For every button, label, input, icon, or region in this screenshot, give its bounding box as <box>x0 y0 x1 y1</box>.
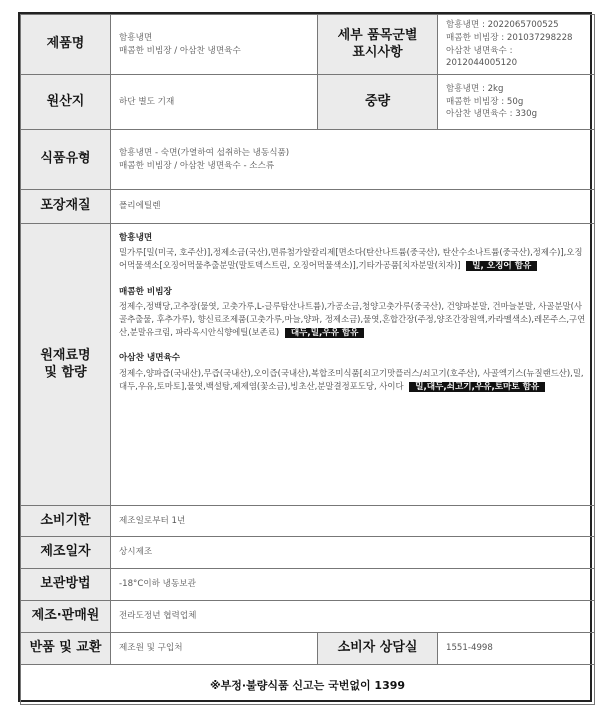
seller-value: 전라도정년 협력업체 <box>111 601 595 633</box>
ingredient-group-title: 함흥냉면 <box>119 233 153 243</box>
ingredient-group-title: 아삼찬 냉면육수 <box>119 353 181 364</box>
ingredient-group-text: 정제수,정백당,고추장(물엿, 고춧가루,L-글루탐산나트륨),가공소금,청양고춧가루(중국산), 건양파분말, 건마늘분말, 사골분말(사골추출물, 후추가루), 향신료조제품(고춧가루,마늘,양파, 정제소금),물엿,혼합간장(주정,양조간장원액,카라멜색소),레몬주스,구연산,분말유크림, 파라옥시안식향에틸(보존료) <box>119 300 586 337</box>
weight-2: 매콤한 비빔장 : 50g <box>446 96 524 107</box>
weight-3: 아삼찬 냉면육수 : 330g <box>446 109 538 120</box>
row-ingredients <box>21 224 595 506</box>
origin-value: 하단 별도 기재 <box>111 75 318 130</box>
report-number-3: 아삼찬 냉면육수 : 2012044005120 <box>446 45 518 69</box>
ingredient-group-title: 매콤한 비빔장 <box>119 286 172 297</box>
manufacture-date-value: 상시제조 <box>111 537 595 569</box>
row-product-name <box>21 15 595 75</box>
row-footer <box>21 665 595 705</box>
product-name-label: 제품명 <box>21 15 111 75</box>
row-returns <box>21 633 595 665</box>
origin-label: 원산지 <box>21 75 111 130</box>
report-number-2: 매콤한 비빔장 : 201037298228 <box>446 32 573 43</box>
allergen-badge: 밀, 오징어 함유 <box>466 261 537 271</box>
returns-label: 반품 및 교환 <box>21 633 111 665</box>
ingredient-group-sauce <box>119 286 586 341</box>
row-origin <box>21 75 595 130</box>
product-name-line-1: 함흥냉면 <box>119 32 153 43</box>
row-food-type <box>21 130 595 190</box>
consult-label: 소비자 상담실 <box>318 633 438 665</box>
weight-1: 함흥냉면 : 2kg <box>446 83 504 94</box>
food-label-table <box>20 14 595 705</box>
food-type-line-2: 매콤한 비빔장 / 아삼찬 냉면육수 - 소스류 <box>119 160 275 171</box>
ingredient-group-text: 밀가루[밀(미국, 호주산)],정제소금(국산),면류첨가알칼리제[면소다(탄산나트륨(중국산), 탄산수소나트륨(중국산),정제수)],오징어먹물색소[오징어먹물추출분말(말토덱스트린, 오징어먹물색소)],기타가공품[치자분말(치자)] <box>119 247 583 271</box>
storage-label: 보관방법 <box>21 569 111 601</box>
seller-label: 제조·판매원 <box>21 601 111 633</box>
row-manufacture-date <box>21 537 595 569</box>
row-expiry <box>21 506 595 537</box>
consult-phone: 1551-4998 <box>438 633 595 665</box>
packaging-label: 포장재질 <box>21 190 111 224</box>
product-name-line-2: 매콤한 비빔장 / 아삼찬 냉면육수 <box>119 45 241 56</box>
ingredient-group-noodle <box>119 232 586 274</box>
ingredient-group-broth <box>119 352 586 394</box>
food-type-line-1: 함흥냉면 - 숙면(가열하여 섭취하는 냉동식품) <box>119 147 290 158</box>
report-number-1: 함흥냉면 : 2022065700525 <box>446 19 559 30</box>
packaging-value: 폴리에틸렌 <box>111 190 595 224</box>
allergen-badge: 대두,밀,우유 함유 <box>285 328 365 338</box>
row-seller <box>21 601 595 633</box>
weight-label: 중량 <box>318 75 438 130</box>
row-storage <box>21 569 595 601</box>
expiry-value: 제조일로부터 1년 <box>111 506 595 537</box>
expiry-label: 소비기한 <box>21 506 111 537</box>
report-number-label: 세부 품목군별 표시사항 <box>318 15 438 75</box>
row-packaging <box>21 190 595 224</box>
ingredient-group-text: 정제수,양파즙(국내산),무즙(국내산),오이즙(국내산),복합조미식품[쇠고기맛플러스/쇠고기(호주산), 사골엑기스(뉴질랜드산),밀,대두,우유,토마토],물엿,백설탕,제제염(꽃소금),빙초산,분말결정포도당, 사이다 <box>119 367 584 391</box>
food-label-sheet <box>18 12 592 702</box>
returns-value: 제조원 및 구입처 <box>111 633 318 665</box>
allergen-badge: 밀,대두,쇠고기,우유,토마토 함유 <box>409 382 545 392</box>
storage-value: -18°C이하 냉동보관 <box>111 569 595 601</box>
ingredients-label: 원재료명 및 함량 <box>21 224 111 506</box>
report-notice: ※부정·불량식품 신고는 국번없이 1399 <box>21 665 595 705</box>
manufacture-date-label: 제조일자 <box>21 537 111 569</box>
food-type-label: 식품유형 <box>21 130 111 190</box>
